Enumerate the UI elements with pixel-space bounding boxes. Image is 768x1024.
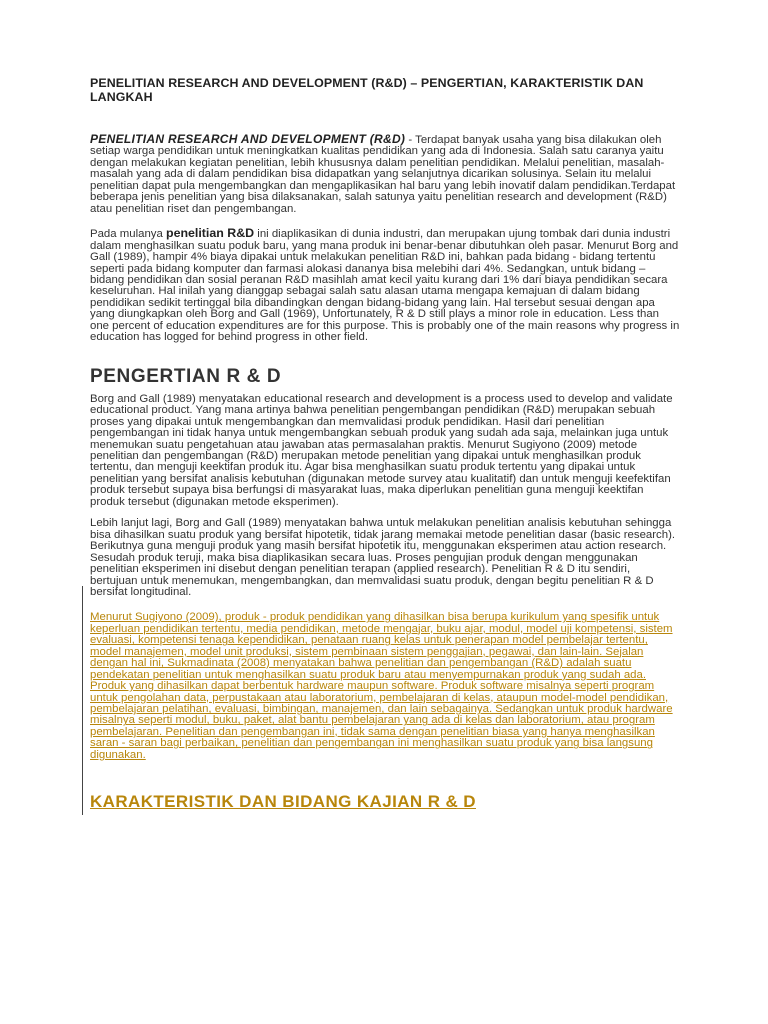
research-method-paragraph: Lebih lanjut lagi, Borg and Gall (1989) menyatakan bahwa untuk melakukan penelitian analisis kebutuhan sehingga bisa dihasilkan suatu produk yang bersifat hipotetik, tidak jarang memakai metode penelitian dasar (basic research). Berikutnya guna menguji produk yang masih bersifat hipotetik itu, menggunakan eksperimen atau action research. Sesudah produk teruji, maka bisa diaplikasikan secara luas. Proses pengujian produk dengan menggunakan penelitian eksperimen ini disebut dengan penelitian terapan (applied research). Penelitian R & D itu sendiri, bertujuan untuk menemukan, mengembangkan, dan memvalidasi suatu produk, dengan begitu penelitian R & D bersifat longitudinal. [90,517,676,598]
heading-bar-divider [82,793,83,815]
definition-paragraph: Borg and Gall (1989) menyatakan educational research and development is a process used to develop and validate educational product. Yang mana artinya bahwa penelitian pengembangan pendidikan (R&D) merupakan sebuah proses yang dipakai untuk mengembangkan dan memvalidasi produk pendidikan. Hasil dari penelitian pengembangan ini tidak hanya untuk mengembangkan sebuah produk yang sudah ada saja, melainkan juga untuk menemukan suatu pengetahuan atau jawaban atas permasalahan praktis. Menurut Sugiyono (2009) metode penelitian dan pengembangan (R&D) merupakan metode penelitian yang dipakai untuk menghasilkan produk tertentu, dan menguji keektifan produk itu. Agar bisa menghasilkan suatu produk tertentu yang dipakai untuk penelitian yang bersifat analisis kebutuhan (digunakan metode survey atau kualitatif) dan untuk menguji keefektifan produk tersebut supaya bisa berfungsi di masyarakat luas, maka diperlukan penelitian guna menguji keektifan produk tersebut (digunakan metode eksperimen). [90,392,673,508]
document-title: PENELITIAN RESEARCH AND DEVELOPMENT (R&D) – PENGERTIAN, KARAKTERISTIK DAN LANGKAH [90,76,644,104]
quote-bar-divider [82,586,83,798]
rd-history-keyword: penelitian R&D [166,226,255,241]
section-heading-block [90,791,680,813]
document-page [90,76,680,813]
section-heading-pengertian: PENGERTIAN R & D [90,365,282,387]
section-heading-karakteristik-link[interactable]: KARAKTERISTIK DAN BIDANG KAJIAN R & D [90,792,476,812]
intro-paragraph-text: - Terdapat banyak usaha yang bisa dilakukan oleh setiap warga pendidikan untuk meningkatkan kualitas pendidikan yang ada di Indonesia. Salah satu caranya yaitu dengan melakukan kegiatan penelitian, lebih khususnya dalam penelitian pendidikan. Melalui penelitian, masalah-masalah yang ada di dalam pendidikan bisa didapatkan yang selanjutnya dicarikan solusinya. Selain itu melalui penelitian dapat pula mengembangkan dan mengaplikasikan hal baru yang lebih inovatif dalam pendidikan.Terdapat beberapa jenis penelitian yang bisa dilaksanakan, salah satunya yaitu penelitian research and development (R&D) atau penelitian riset dan pengembangan. [90,134,676,215]
rd-history-paragraph [90,228,680,344]
intro-lead-term: PENELITIAN RESEARCH AND DEVELOPMENT (R&D) [90,132,406,146]
intro-paragraph [90,134,680,215]
quote-block [90,612,680,761]
rd-history-text-after: ini diaplikasikan di dunia industri, dan merupakan ujung tombak dari dunia industri dalam menghasilkan suatu poduk baru, yang mana produk ini benar-benar dibutuhkan oleh pasar. Menurut Borg and Gall (1989), hampir 4% biaya dipakai untuk melakukan penelitian R&D ini, bahkan pada bidang - bidang tertentu seperti pada bidang komputer dan farmasi alokasi dananya bisa melebihi dari 4%. Sedangkan, untuk bidang – bidang pendidikan dan sosial peranan R&D masihlah amat kecil yaitu kurang dari 1% dari biaya pendidikan secara keseluruhan. Hal inilah yang dianggap sebagai salah satu alasan utama mengapa kemajuan di dalam bidang pendidikan sedikit tertinggal bila dibandingkan dengan bidang-bidang yang lain. Hal tersebut sesuai dengan apa yang diungkapkan oleh Borg and Gall (1969), Unfortunately, R & D still plays a minor role in education. Less than one percent of education expenditures are for this purpose. This is probably one of the main reasons why progress in education has logged for behind progress in other field. [90,228,680,344]
quote-link-paragraph[interactable]: Menurut Sugiyono (2009), produk - produk pendidikan yang dihasilkan bisa berupa kurikulum yang spesifik untuk keperluan pendidikan tertentu, media pendidikan, metode mengajar, buku ajar, modul, model uji kompetensi, sistem evaluasi, kompetensi tenaga kependidikan, penataan ruang kelas untuk penerapan model pembelajar tertentu, model manajemen, model unit produksi, sistem pembinaan sistem penggajian, pegawai, dan lain-lain. Sejalan dengan hal ini, Sukmadinata (2008) menyatakan bahwa penelitian dan pengembangan (R&D) adalah suatu pendekatan penelitian untuk menghasilkan suatu produk baru atau menyempurnakan produk yang sudah ada. Produk yang dihasilkan dapat berbentuk hardware maupun software. Produk software misalnya seperti program untuk pengolahan data, perpustakaan atau laboratorium, pembelajaran di kelas, ataupun model-model pendidikan, pembelajaran pelatihan, evaluasi, bimbingan, manajemen, dan lain sebagainya. Sedangkan untuk produk hardware misalnya seperti modul, buku, paket, alat bantu pembelajaran yang ada di kelas dan laboratorium, atau program pembelajaran. Penelitian dan pengembangan ini, tidak sama dengan penelitian biasa yang hanya menghasilkan saran - saran bagi perbaikan, penelitian dan pengembangan ini menghasilkan suatu produk yang bisa langsung digunakan. [90,611,673,761]
rd-history-text-before: Pada mulanya [90,228,166,241]
